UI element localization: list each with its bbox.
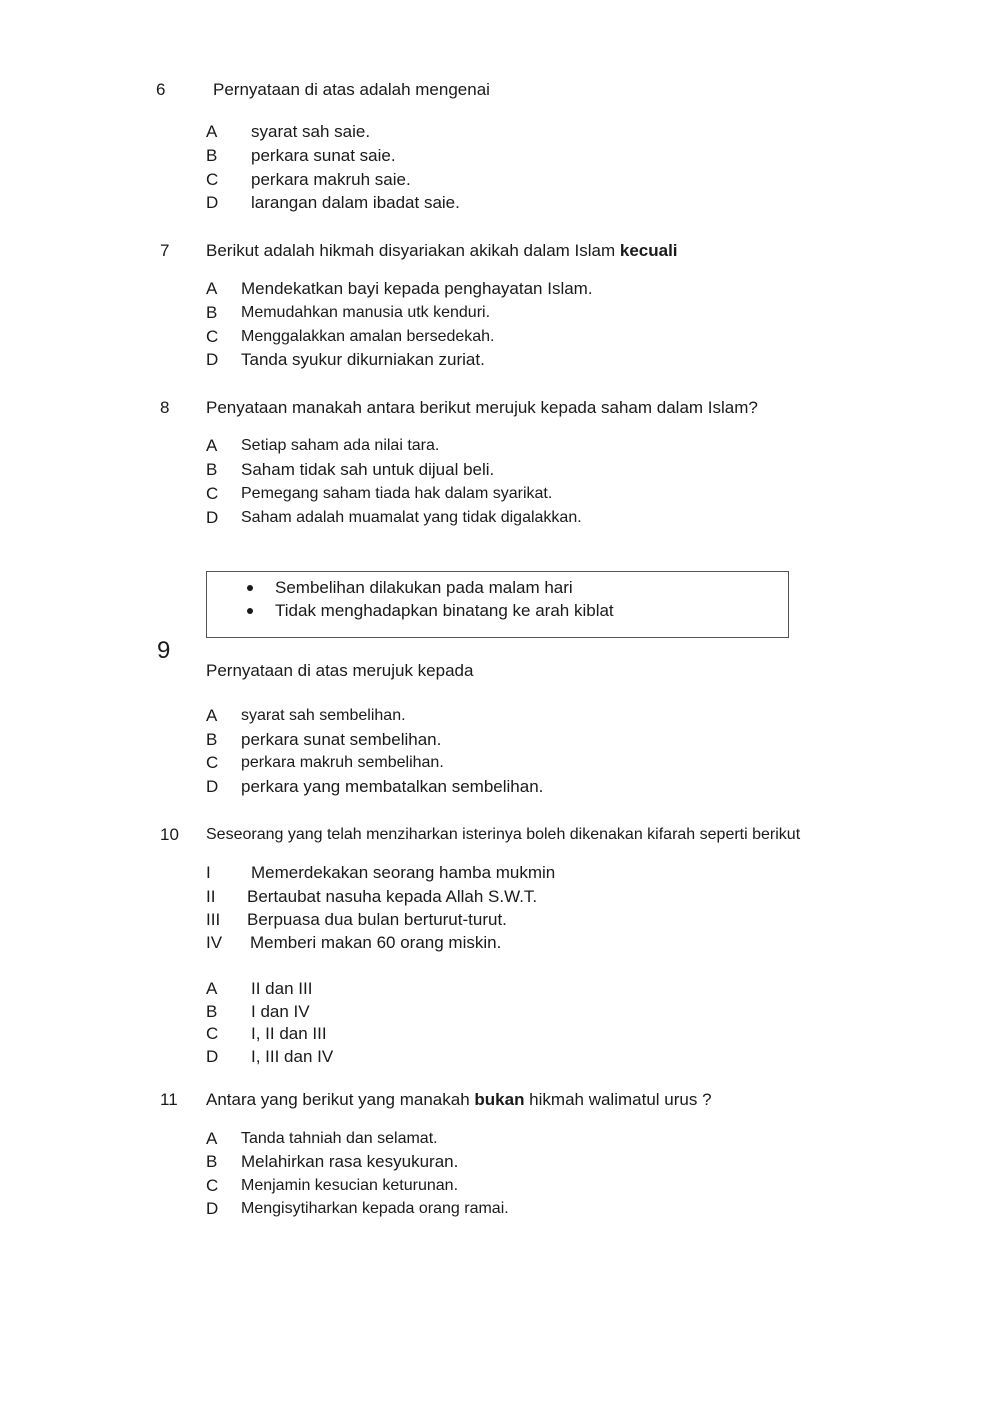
statement-numeral: I — [206, 863, 211, 882]
option-text: syarat sah sembelihan. — [241, 707, 406, 724]
option-text: Tanda syukur dikurniakan zuriat. — [241, 350, 485, 369]
statement-text: Bertaubat nasuha kepada Allah S.W.T. — [247, 887, 538, 906]
question-number: 7 — [160, 241, 170, 260]
option-text: Mengisytiharkan kepada orang ramai. — [241, 1200, 509, 1217]
option-text: perkara yang membatalkan sembelihan. — [241, 777, 544, 796]
option-letter: B — [206, 1002, 218, 1021]
question-stem-emphasis: bukan — [474, 1090, 525, 1109]
option-text: Tanda tahniah dan selamat. — [241, 1130, 438, 1147]
option-letter: B — [206, 303, 218, 322]
option-letter: B — [206, 460, 218, 479]
option-letter: D — [206, 508, 219, 527]
option-text: I, III dan IV — [251, 1047, 334, 1066]
option-letter: C — [206, 170, 219, 189]
statement-numeral: IV — [206, 933, 223, 952]
statement-bullet-item: Sembelihan dilakukan pada malam hari — [275, 578, 573, 597]
statement-text: Memerdekakan seorang hamba mukmin — [251, 863, 556, 882]
option-letter: A — [206, 436, 218, 455]
question-stem: Seseorang yang telah menziharkan isterinya boleh dikenakan kifarah seperti berikut — [206, 826, 801, 843]
question-stem: Pernyataan di atas merujuk kepada — [206, 661, 474, 680]
option-letter: A — [206, 279, 218, 298]
question-stem — [206, 241, 678, 261]
option-text: Melahirkan rasa kesyukuran. — [241, 1152, 459, 1171]
option-text: Saham adalah muamalat yang tidak digalakkan. — [241, 509, 582, 526]
option-letter: D — [206, 193, 219, 212]
option-text: I dan IV — [251, 1002, 310, 1021]
option-text: perkara makruh sembelihan. — [241, 754, 444, 771]
question-number: 9 — [157, 637, 171, 664]
option-letter: B — [206, 146, 218, 165]
option-letter: A — [206, 122, 218, 141]
option-text: perkara sunat sembelihan. — [241, 730, 442, 749]
option-text: Menggalakkan amalan bersedekah. — [241, 328, 495, 345]
option-letter: D — [206, 777, 219, 796]
option-letter: C — [206, 484, 219, 503]
option-text: syarat sah saie. — [251, 122, 371, 141]
option-letter: C — [206, 1176, 219, 1195]
option-letter: C — [206, 1024, 219, 1043]
option-letter: A — [206, 706, 218, 725]
question-number: 8 — [160, 398, 170, 417]
question-number: 11 — [160, 1090, 178, 1109]
option-text: II dan III — [251, 979, 313, 998]
option-text: Saham tidak sah untuk dijual beli. — [241, 460, 495, 479]
question-stem-emphasis: kecuali — [619, 241, 678, 260]
option-text: Pemegang saham tiada hak dalam syarikat. — [241, 485, 553, 502]
option-text: Memudahkan manusia utk kenduri. — [241, 304, 491, 321]
option-letter: D — [206, 1047, 219, 1066]
question-stem-text: hikmah walimatul urus ? — [524, 1090, 712, 1109]
option-letter: B — [206, 1152, 218, 1171]
option-letter: C — [206, 753, 219, 772]
statement-numeral: III — [206, 910, 221, 929]
option-letter: D — [206, 1199, 219, 1218]
option-letter: B — [206, 730, 218, 749]
option-text: Menjamin kesucian keturunan. — [241, 1177, 459, 1194]
question-stem-text: Berikut adalah hikmah disyariakan akikah dalam Islam — [206, 241, 620, 260]
option-text: Mendekatkan bayi kepada penghayatan Islam. — [241, 279, 593, 298]
option-text: perkara sunat saie. — [251, 146, 396, 165]
question-stem-text: Antara yang berikut yang manakah — [206, 1090, 475, 1109]
option-letter: A — [206, 979, 218, 998]
option-text: larangan dalam ibadat saie. — [251, 193, 460, 212]
statement-text: Memberi makan 60 orang miskin. — [250, 933, 502, 952]
question-number: 6 — [156, 80, 166, 99]
option-text: I, II dan III — [251, 1024, 327, 1043]
question-stem — [206, 1090, 712, 1110]
option-text: Setiap saham ada nilai tara. — [241, 437, 440, 454]
option-letter: D — [206, 350, 219, 369]
question-stem: Penyataan manakah antara berikut merujuk kepada saham dalam Islam? — [206, 398, 758, 417]
option-letter: C — [206, 327, 219, 346]
option-letter: A — [206, 1129, 218, 1148]
option-text: perkara makruh saie. — [251, 170, 411, 189]
statement-bullet-item: Tidak menghadapkan binatang ke arah kiblat — [275, 601, 614, 620]
question-number: 10 — [160, 825, 179, 844]
statement-numeral: II — [206, 887, 216, 906]
statement-text: Berpuasa dua bulan berturut-turut. — [247, 910, 507, 929]
question-stem: Pernyataan di atas adalah mengenai — [213, 80, 490, 99]
